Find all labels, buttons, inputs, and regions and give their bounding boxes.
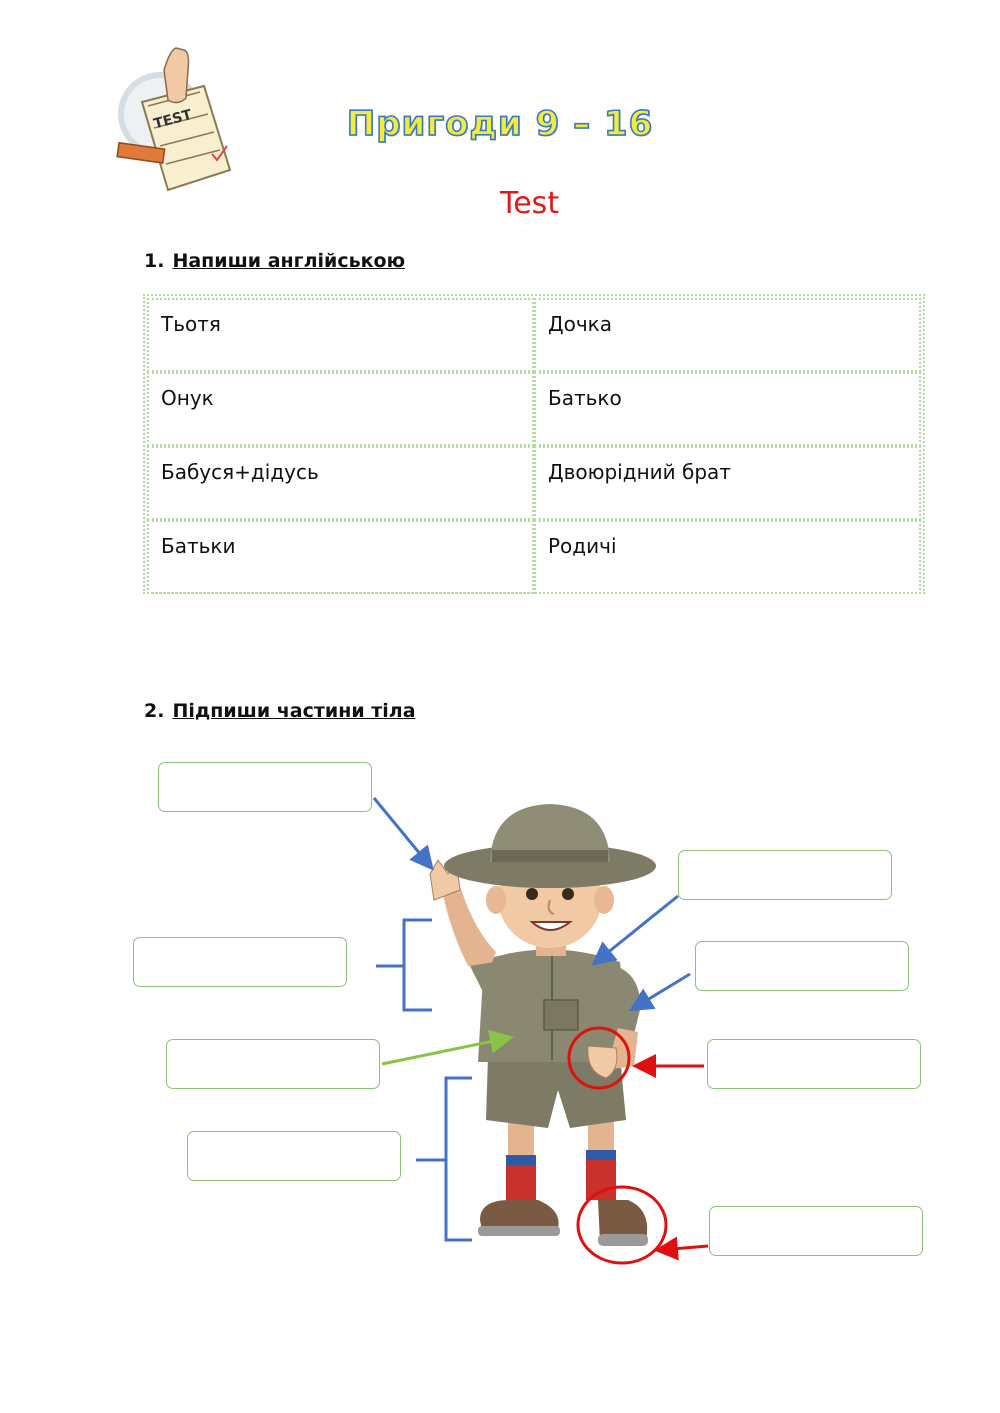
task1-heading	[144, 250, 405, 272]
answer-field-finger[interactable]	[158, 762, 372, 812]
table-cell[interactable]: Дочка	[534, 298, 921, 372]
table-cell[interactable]: Батьки	[147, 520, 534, 594]
task1-number: 1.	[144, 250, 165, 272]
task2-instruction: Підпиши частини тіла	[172, 700, 416, 722]
answer-field-hand[interactable]	[707, 1039, 921, 1089]
answer-field-arm[interactable]	[133, 937, 347, 987]
page-subtitle: Test	[500, 186, 560, 221]
table-cell[interactable]: Двоюрідний брат	[534, 446, 921, 520]
answer-field-leg[interactable]	[187, 1131, 401, 1181]
table-cell[interactable]: Онук	[147, 372, 534, 446]
page-title: Пригоди 9 – 16	[346, 104, 654, 144]
task1-instruction: Напиши англійською	[172, 250, 406, 272]
table-cell[interactable]: Бабуся+дідусь	[147, 446, 534, 520]
answer-field-shoulder[interactable]	[678, 850, 892, 900]
task2-number: 2.	[144, 700, 165, 722]
logo-text: TEST	[152, 106, 194, 133]
answer-field-body[interactable]	[166, 1039, 380, 1089]
answer-field-foot[interactable]	[709, 1206, 923, 1256]
table-cell[interactable]: Батько	[534, 372, 921, 446]
task2-heading	[144, 700, 416, 722]
answer-field-elbow[interactable]	[695, 941, 909, 991]
vocabulary-table	[143, 294, 925, 594]
explorer-boy-illustration	[420, 770, 680, 1270]
table-cell[interactable]: Родичі	[534, 520, 921, 594]
table-cell[interactable]: Тьотя	[147, 298, 534, 372]
